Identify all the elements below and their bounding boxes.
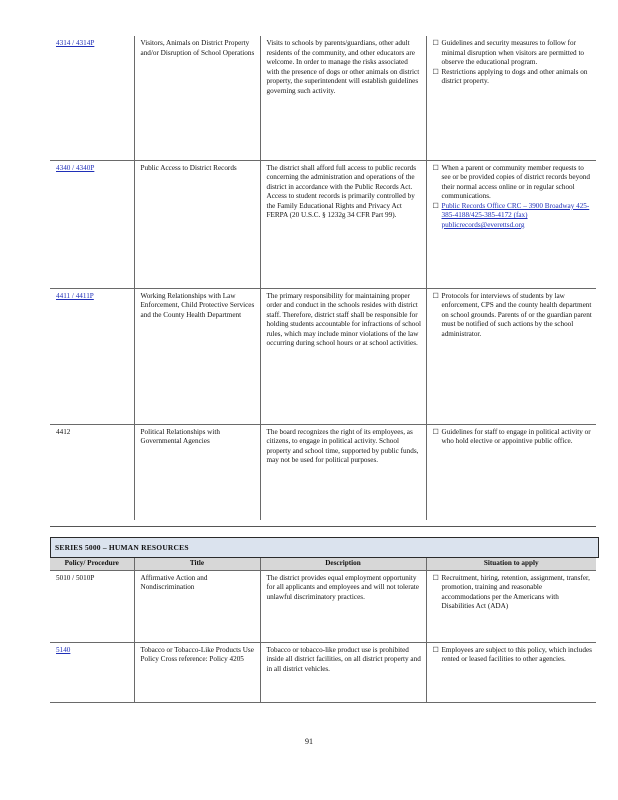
situation-cell: [426, 36, 596, 160]
policy-link[interactable]: 4340 / 4340P: [56, 163, 95, 172]
policy-link[interactable]: 4411 / 4411P: [56, 291, 94, 300]
list-item: [433, 646, 593, 665]
policy-title: Political Relationships with Governmental Agencies: [134, 424, 260, 520]
policy-description: The district shall afford full access to public records concerning the administration and operations of the district in accordance with the Public Records Act. Access to student records is primarily controlled by the Family Educational Rights and Privacy Act FERPA (20 U.S.C. § 1232g 34 CFR Part 99).: [260, 160, 426, 288]
policy-title: Visitors, Animals on District Property and/or Disruption of School Operations: [134, 36, 260, 160]
checkbox-bullet-icon: ☐: [432, 163, 439, 172]
situation-text: Restrictions applying to dogs and other animals on district property.: [441, 67, 588, 86]
situation-text: Guidelines for staff to engage in political activity or who hold elective or appointive public office.: [441, 427, 591, 446]
policy-description: The district provides equal employment opportunity for all applicants and employees and will not tolerate unlawful discriminatory practices.: [260, 570, 426, 642]
checkbox-bullet-icon: ☐: [432, 39, 439, 47]
table-row: [50, 424, 596, 520]
policy-title: Working Relationships with Law Enforcement, Child Protective Services and the County Health Department: [134, 288, 260, 424]
situation-text: Protocols for interviews of students by law enforcement, CPS and the county health department on school grounds. Parents of or the guardian parent must be notified of such actions by the school administrator.: [441, 291, 592, 338]
checkbox-bullet-icon: ☐: [432, 645, 439, 654]
policy-link[interactable]: 4314 / 4314P: [56, 39, 95, 47]
column-header-title: Title: [134, 558, 260, 570]
policy-description: Visits to schools by parents/guardians, other adult residents of the community, and other educators are welcome. In order to manage the risks associated with the presence of dogs or other animals on district property, the superintendent will establish guidelines governing such activity.: [260, 36, 426, 160]
policy-description: Tobacco or tobacco-like product use is prohibited inside all district facilities, on all district property and in all district vehicles.: [260, 642, 426, 702]
table-row: [50, 288, 596, 424]
column-header-description: Description: [260, 558, 426, 570]
situation-text: When a parent or community member requests to see or be provided copies of district records beyond their normal access online or in regular school communications.: [441, 163, 590, 201]
table-row: [50, 36, 596, 160]
policy-number-cell[interactable]: [50, 642, 134, 702]
situation-text: Employees are subject to this policy, which includes rented or leased facilities to other agencies.: [441, 645, 592, 664]
policy-link[interactable]: 5140: [56, 645, 71, 654]
policy-number-cell[interactable]: [50, 288, 134, 424]
policy-number-cell: [50, 424, 134, 520]
public-records-contact[interactable]: Public Records Office CRC – 3900 Broadway 425-385-4188/425-385-4172 (fax) publicrecords@everettsd.org: [441, 201, 590, 229]
table-row: [50, 570, 596, 642]
situation-cell: [426, 424, 596, 520]
situation-text: Guidelines and security measures to follow for minimal disruption when visitors are permitted to observe the educational program.: [441, 39, 585, 67]
list-item: [433, 428, 593, 447]
column-header-policy: Policy/ Procedure: [50, 558, 134, 570]
situation-cell: [426, 570, 596, 642]
column-header-situation: Situation to apply: [426, 558, 596, 570]
policy-title: Affirmative Action and Nondiscrimination: [134, 570, 260, 642]
page-number: 91: [305, 737, 313, 746]
checkbox-bullet-icon: ☐: [432, 291, 439, 300]
policy-title: Tobacco or Tobacco-Like Products Use Policy Cross reference: Policy 4205: [134, 642, 260, 702]
policy-number-cell[interactable]: [50, 36, 134, 160]
policy-number: 4412: [56, 427, 71, 436]
table-row: [50, 160, 596, 288]
list-item: [433, 68, 593, 87]
policy-table-series-4000: [50, 36, 596, 520]
policy-description: The board recognizes the right of its employees, as citizens, to engage in political activity. School property and school time, supported by public funds, may not be used for political purposes.: [260, 424, 426, 520]
situation-cell: [426, 288, 596, 424]
table-header-row: [50, 558, 596, 570]
checkbox-bullet-icon: ☐: [432, 427, 439, 436]
situation-text: Recruitment, hiring, retention, assignment, transfer, promotion, training and reasonable accommodations per the Americans with Disabilities Act (ADA): [441, 573, 590, 611]
list-item: [433, 164, 593, 202]
policy-description: The primary responsibility for maintaining proper order and conduct in the schools resides with district staff. Therefore, district staff shall be responsible for holding students accountable for infractions of school rules, which may include minor violations of the law occurring during school hours or at school activities.: [260, 288, 426, 424]
situation-cell: [426, 160, 596, 288]
list-item: [433, 39, 593, 68]
list-item: [433, 292, 593, 340]
situation-cell: [426, 642, 596, 702]
checkbox-bullet-icon: ☐: [432, 573, 439, 582]
section-divider: [50, 526, 596, 527]
policy-table-series-5000: [50, 558, 596, 703]
series-heading: SERIES 5000 – HUMAN RESOURCES: [50, 537, 599, 558]
list-item: [433, 574, 593, 612]
list-item: [433, 202, 593, 231]
checkbox-bullet-icon: ☐: [432, 201, 439, 210]
table-row: [50, 642, 596, 702]
checkbox-bullet-icon: ☐: [432, 67, 439, 76]
policy-title: Public Access to District Records: [134, 160, 260, 288]
policy-number-cell: [50, 570, 134, 642]
policy-number-cell[interactable]: [50, 160, 134, 288]
policy-number: 5010 / 5010P: [56, 573, 95, 582]
